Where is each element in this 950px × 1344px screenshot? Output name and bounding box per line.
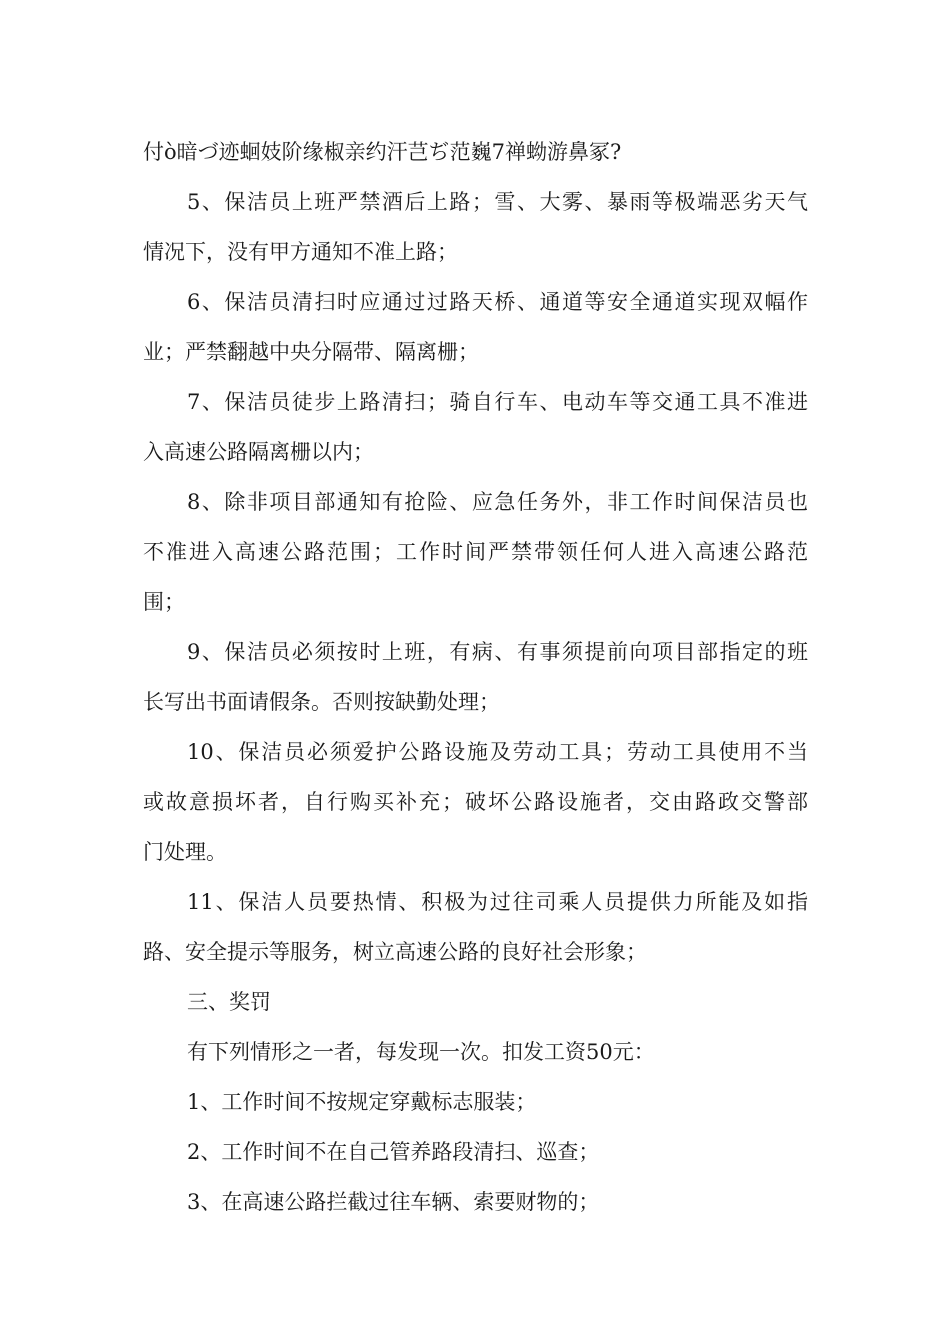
text-line: 门处理。 [143, 840, 227, 864]
text-line: 8、除非项目部通知有抢险、应急任务外，非工作时间保洁员也 [187, 490, 808, 514]
list-item: 1、工作时间不按规定穿戴标志服装； [187, 1090, 537, 1114]
text-line: 入高速公路隔离栅以内； [143, 440, 374, 464]
text-line: 10、保洁员必须爱护公路设施及劳动工具；劳动工具使用不当 [187, 740, 808, 764]
text-line: 围； [143, 590, 185, 614]
text-line: 有下列情形之一者，每发现一次。扣发工资50元： [187, 1040, 655, 1064]
text-line: 长写出书面请假条。否则按缺勤处理； [143, 690, 500, 714]
text-line: 不准进入高速公路范围；工作时间严禁带领任何人进入高速公路范 [143, 540, 808, 564]
list-item: 2、工作时间不在自己管养路段清扫、巡查； [187, 1140, 600, 1164]
text-line: 情况下，没有甲方通知不准上路； [143, 240, 458, 264]
section-heading: 三、奖罚 [187, 990, 271, 1014]
text-line: 11、保洁人员要热情、积极为过往司乘人员提供力所能及如指 [187, 890, 808, 914]
document-body [143, 127, 808, 1227]
text-line: 付ò暗づ迹蛔妓阶缘椒亲约汗芑ぢ范巍7禅蚴游鼻冢? [143, 140, 622, 164]
text-line: 9、保洁员必须按时上班，有病、有事须提前向项目部指定的班 [187, 640, 808, 664]
text-line: 或故意损坏者，自行购买补充；破坏公路设施者，交由路政交警部 [143, 790, 808, 814]
text-line: 5、保洁员上班严禁酒后上路；雪、大雾、暴雨等极端恶劣天气 [187, 190, 808, 214]
text-line: 业；严禁翻越中央分隔带、隔离栅； [143, 340, 479, 364]
text-line: 7、保洁员徒步上路清扫；骑自行车、电动车等交通工具不准进 [187, 390, 808, 414]
text-line: 路、安全提示等服务，树立高速公路的良好社会形象； [143, 940, 647, 964]
list-item: 3、在高速公路拦截过往车辆、索要财物的； [187, 1190, 600, 1214]
text-line: 6、保洁员清扫时应通过过路天桥、通道等安全通道实现双幅作 [187, 290, 808, 314]
